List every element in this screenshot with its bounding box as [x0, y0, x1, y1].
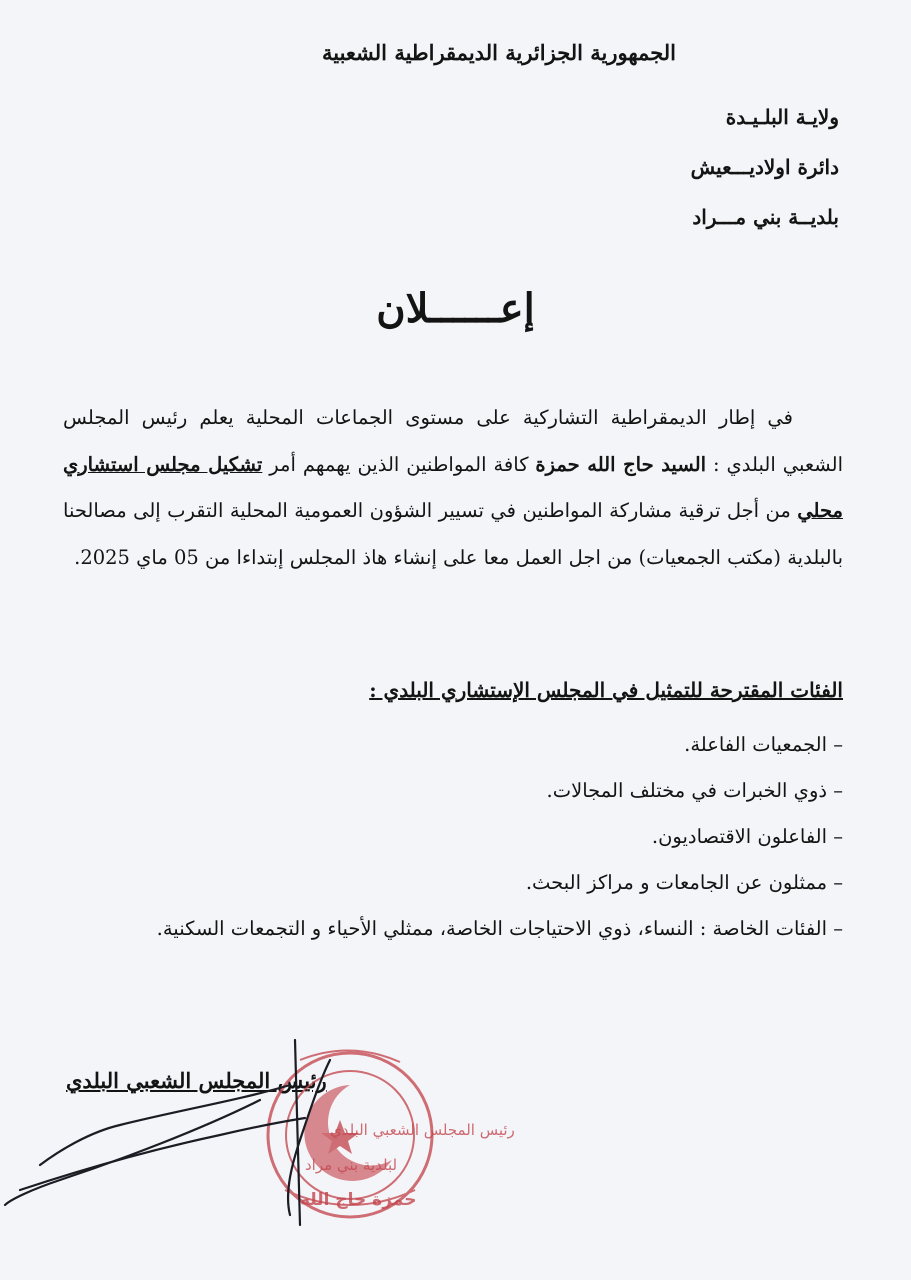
list-item: – الفئات الخاصة : النساء، ذوي الاحتياجات الخاصة، ممثلي الأحياء و التجمعات السكنية. — [156, 917, 843, 940]
announcement-title: إعــــــلان — [376, 285, 535, 332]
list-item: – ممثلون عن الجامعات و مراكز البحث. — [525, 871, 843, 894]
body-part-3: من أجل ترقية مشاركة المواطنين في تسيير الشؤون العمومية المحلية التقرب إلى مصالحنا بالبلدية (مكتب الجمعيات) من اجل العمل معا على إنشاء هاذ المجلس إبتداءا من 05 ماي 2025. — [63, 499, 843, 569]
list-item: – الجمعيات الفاعلة. — [684, 733, 843, 756]
body-part-1: في إطار الديمقراطية التشاركية على مستوى الجماعات المحلية يعلم رئيس المجلس الشعبي البلدي : — [63, 406, 843, 476]
categories-title: الفئات المقترحة للتمثيل في المجلس الإستشاري البلدي : — [369, 678, 843, 702]
mayor-name: السيد حاج الله حمزة — [535, 452, 707, 476]
stamp-line-3: حمزة حاج الله — [300, 1190, 417, 1210]
stamp-line-1: رئيس المجلس الشعبي البلدي — [330, 1121, 515, 1139]
daira-line: دائرة اولاديـــعيش — [690, 155, 839, 179]
signature-scribble-icon — [5, 1040, 330, 1225]
republic-header: الجمهورية الجزائرية الديمقراطية الشعبية — [321, 40, 676, 65]
stamp-line-2: لبلدية بني مراد — [305, 1156, 398, 1174]
signatory-title: رئيس المجلس الشعبي البلدي — [66, 1068, 327, 1093]
body-part-2: كافة المواطنين الذين يهمهم أمر — [262, 452, 536, 476]
list-item: – ذوي الخبرات في مختلف المجالات. — [546, 779, 843, 802]
council-highlight: تشكيل مجلس استشاري محلي — [63, 452, 843, 522]
wilaya-line: ولايـة البلـيـدة — [725, 105, 839, 129]
list-item: – الفاعلون الاقتصاديون. — [651, 825, 843, 848]
commune-line: بلديــة بني مـــراد — [692, 205, 839, 229]
